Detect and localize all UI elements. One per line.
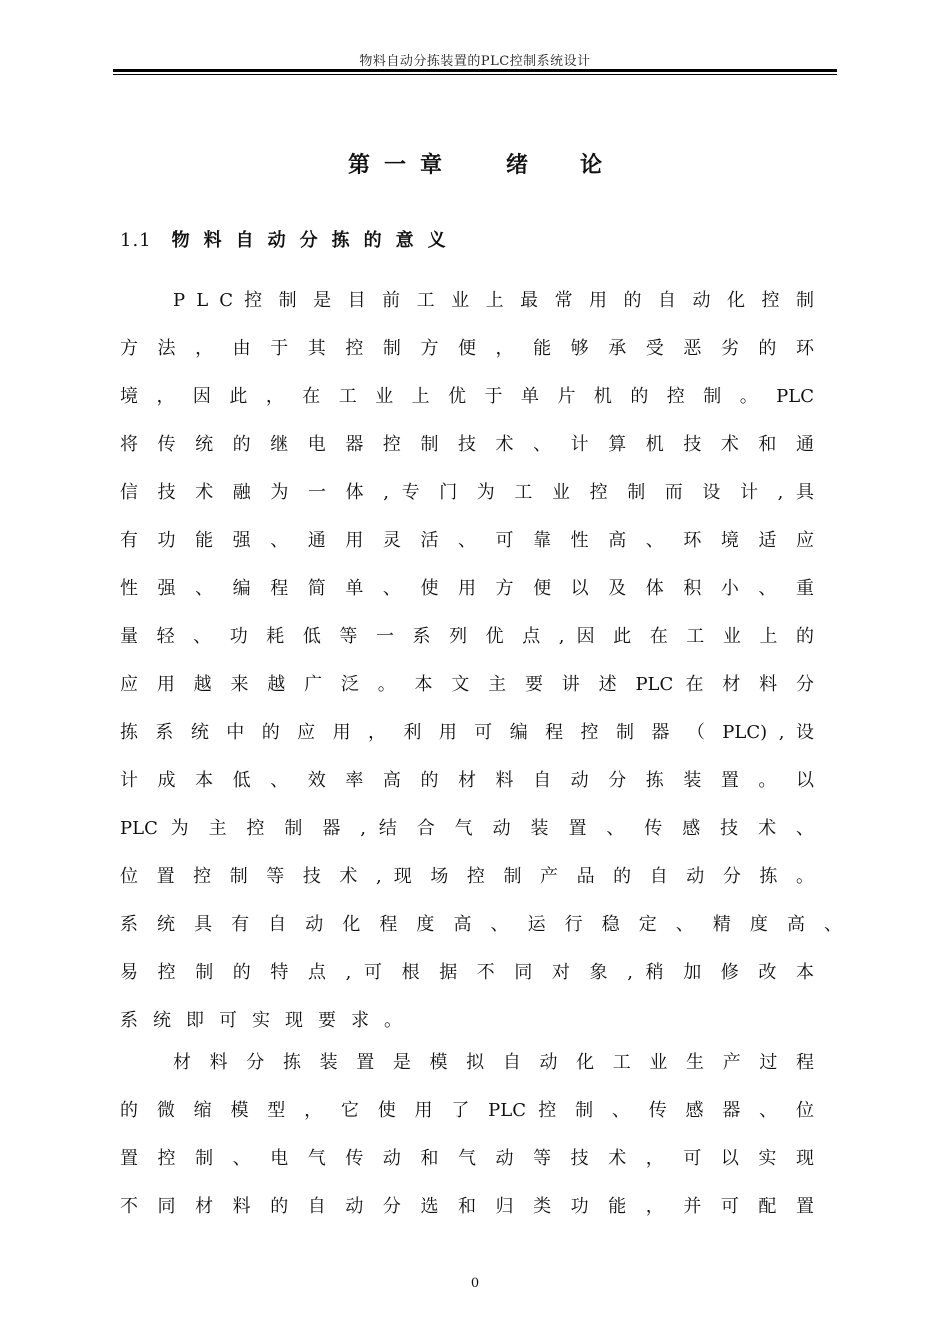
running-header: 物料自动分拣装置的PLC控制系统设计 <box>359 54 591 69</box>
paragraph-line: 拣 系 统 中 的 应 用 ， 利 用 可 编 程 控 制 器 （ PLC) , 设 <box>120 722 814 743</box>
paragraph-line: 系统即可实现要求。 <box>120 1010 417 1031</box>
chapter-number: 第一章 <box>347 153 456 178</box>
chapter-name: 绪论 <box>506 153 655 178</box>
section-number: 1.1 <box>120 230 152 251</box>
paragraph-line: 应 用 越 来 越 广 泛 。 本 文 主 要 讲 述 PLC 在 材 料 分 <box>120 674 814 695</box>
paragraph-line: P L C 控 制 是 目 前 工 业 上 最 常 用 的 自 动 化 控 制 <box>173 290 815 311</box>
header-rule-thin <box>113 74 837 75</box>
page-number: 0 <box>470 1276 480 1291</box>
section-heading <box>120 226 460 252</box>
paragraph-line: 方 法 ， 由 于 其 控 制 方 便 ， 能 够 承 受 恶 劣 的 环 <box>120 338 814 359</box>
paragraph-line: 信 技 术 融 为 一 体 , 专 门 为 工 业 控 制 而 设 计 , 具 <box>120 482 814 503</box>
paragraph-line: 系 统 具 有 自 动 化 程 度 高 、 运 行 稳 定 、 精 度 高 、 <box>120 914 842 935</box>
paragraph-line: 位 置 控 制 等 技 术 , 现 场 控 制 产 品 的 自 动 分 拣 。 <box>120 866 814 887</box>
paragraph-line: PLC 为 主 控 制 器 , 结 合 气 动 装 置 、 传 感 技 术 、 <box>120 818 814 839</box>
paragraph-line: 境 ， 因 此 ， 在 工 业 上 优 于 单 片 机 的 控 制 。 PLC <box>120 386 814 407</box>
paragraph-line: 量 轻 、 功 耗 低 等 一 系 列 优 点 , 因 此 在 工 业 上 的 <box>120 626 814 647</box>
paragraph-line: 的 微 缩 模 型 ， 它 使 用 了 PLC 控 制 、 传 感 器 、 位 <box>120 1100 814 1121</box>
paragraph-line: 不 同 材 料 的 自 动 分 选 和 归 类 功 能 ， 并 可 配 置 <box>120 1196 814 1217</box>
paragraph-line: 性 强 、 编 程 简 单 、 使 用 方 便 以 及 体 积 小 、 重 <box>120 578 814 599</box>
header-rule-thick <box>113 69 837 72</box>
paragraph-line: 易 控 制 的 特 点 , 可 根 据 不 同 对 象 , 稍 加 修 改 本 <box>120 962 814 983</box>
chapter-title <box>0 148 950 179</box>
paragraph-line: 将 传 统 的 继 电 器 控 制 技 术 、 计 算 机 技 术 和 通 <box>120 434 814 455</box>
paragraph-line: 材 料 分 拣 装 置 是 模 拟 自 动 化 工 业 生 产 过 程 <box>173 1052 814 1073</box>
paragraph-line: 置 控 制 、 电 气 传 动 和 气 动 等 技 术 ， 可 以 实 现 <box>120 1148 814 1169</box>
section-title: 物料自动分拣的意义 <box>171 230 460 251</box>
paragraph-line: 有 功 能 强 、 通 用 灵 活 、 可 靠 性 高 、 环 境 适 应 <box>120 530 814 551</box>
paragraph-line: 计 成 本 低 、 效 率 高 的 材 料 自 动 分 拣 装 置 。 以 <box>120 770 814 791</box>
